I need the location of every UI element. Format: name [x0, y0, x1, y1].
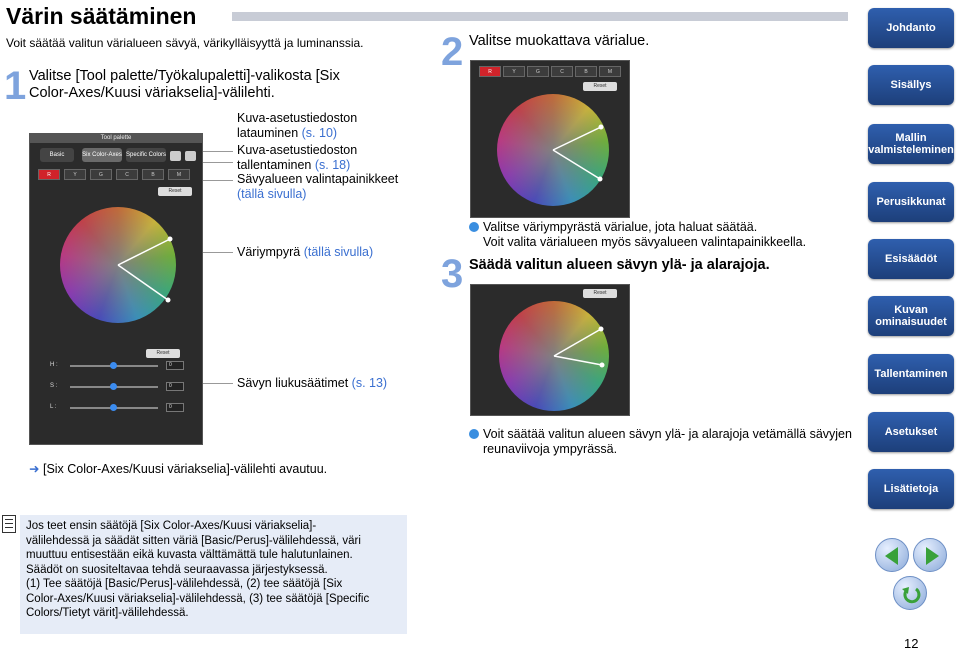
return-arrow-icon [894, 577, 928, 611]
lower-hue-handle[interactable] [166, 298, 171, 303]
leader-wheel [203, 252, 233, 253]
step-3-bullet1: Voit säätää valitun alueen sävyn ylä- ja alarajoja vetämällä sävyjen reunaviivoja ympyrässä. [483, 427, 852, 456]
s3-lower-hue-line[interactable] [554, 356, 602, 365]
s3-hue-boundary-lines[interactable] [499, 301, 609, 411]
page-number: 12 [904, 636, 919, 649]
s2-hue-button-g[interactable]: G [527, 66, 549, 77]
hue-button-b[interactable]: B [142, 169, 164, 180]
nav-asetukset[interactable]: Asetukset [868, 412, 954, 452]
back-button[interactable] [893, 576, 927, 610]
note-line: Jos teet ensin säätöjä [Six Color-Axes/Kuusi väriakselia]- [26, 520, 317, 532]
memo-icon [2, 515, 16, 533]
note-line: muuttuu entisestään eikä kuvasta välttämättä tule halutunlainen. [26, 549, 353, 561]
callout-hue-buttons-text: Sävyalueen valintapainikkeet [237, 172, 399, 186]
s2-hue-button-r[interactable]: R [479, 66, 501, 77]
nav-kuvan-ominaisuudet[interactable]: Kuvan ominaisuudet [868, 296, 954, 336]
nav-tallentaminen[interactable]: Tallentaminen [868, 354, 954, 394]
s2-upper-hue-handle[interactable] [599, 125, 604, 130]
step-2-bullet1: Valitse väriympyrästä värialue, jota haluat säätää. [483, 220, 758, 234]
hue-boundary-lines[interactable] [60, 207, 176, 323]
nav-perusikkunat[interactable]: Perusikkunat [868, 182, 954, 222]
callout-save-ref: (s. 18) [314, 158, 351, 172]
s2-reset-button[interactable]: Reset [583, 82, 617, 91]
step-1-text [29, 68, 340, 102]
callout-sliders-text: Sävyn liukusäätimet [237, 376, 349, 390]
note-line: (1) Tee säätöjä [Basic/Perus]-välilehdessä, (2) tee säätöjä [Six [26, 578, 343, 590]
upper-hue-line[interactable] [118, 239, 170, 265]
s3-lower-hue-handle[interactable] [600, 363, 605, 368]
slider-label-h: H : [50, 362, 58, 368]
leader-save [203, 162, 233, 163]
next-page-button[interactable] [913, 538, 947, 572]
step-2-screenshot [470, 60, 630, 218]
s3-upper-hue-handle[interactable] [599, 327, 604, 332]
callout-load-ref: (s. 10) [301, 126, 338, 140]
note-line: välilehdessä ja säädät sitten väriä [Basic/Perus]-välilehdessä, väri [26, 534, 361, 547]
nav-lisatietoja[interactable]: Lisätietoja [868, 469, 954, 509]
s2-hue-button-y[interactable]: Y [503, 66, 525, 77]
save-file-icon[interactable] [185, 151, 196, 161]
step-3-number: 3 [441, 252, 464, 296]
leader-sliders [203, 383, 233, 384]
step-3-screenshot [470, 284, 630, 416]
nav-sisallys[interactable]: Sisällys [868, 65, 954, 105]
page-title: Värin säätäminen [6, 3, 197, 29]
arrow-left-icon [885, 547, 898, 565]
step-1-text-line2: Color-Axes/Kuusi väriakselia]-välilehti. [29, 85, 275, 101]
s2-hue-button-m[interactable]: M [599, 66, 621, 77]
step-1-result-text: [Six Color-Axes/Kuusi väriakselia]-välilehti avautuu. [42, 462, 328, 476]
nav-johdanto[interactable]: Johdanto [868, 8, 954, 48]
step-2-bullets [483, 220, 806, 250]
tool-palette-screenshot [29, 133, 203, 445]
lower-hue-line[interactable] [118, 265, 168, 300]
leader-load [203, 151, 233, 152]
hue-button-g[interactable]: G [90, 169, 112, 180]
callout-wheel-ref: (tällä sivulla) [303, 245, 374, 259]
hue-button-m[interactable]: M [168, 169, 190, 180]
callout-wheel-text: Väriympyrä [237, 245, 301, 259]
page-subtitle: Voit säätää valitun värialueen sävyä, värikylläisyyttä ja luminanssia. [6, 36, 364, 50]
step-1-result [29, 461, 327, 476]
tab-specific-colors[interactable]: Specific Colors [126, 148, 166, 162]
result-arrow-icon: ➜ [29, 462, 40, 476]
nav-mallin-valmisteleminen[interactable]: Mallin valmisteleminen [868, 124, 954, 164]
note-line: Color-Axes/Kuusi väriakselia]-välilehdessä, (3) tee säätöjä [Specific [26, 592, 370, 605]
callout-wheel [237, 245, 373, 260]
reset-button-sliders[interactable]: Reset [146, 349, 180, 358]
callout-load-text: Kuva-asetustiedoston latauminen [237, 111, 358, 140]
title-bar [232, 12, 848, 21]
leader-hue-buttons [203, 180, 233, 181]
callout-hue-buttons-ref: (tällä sivulla) [237, 187, 307, 201]
s2-upper-hue-line[interactable] [553, 127, 601, 150]
slider-value-l[interactable]: 0 [166, 403, 184, 412]
tab-six-color-axes[interactable]: Six Color-Axes [82, 148, 122, 162]
s3-upper-hue-line[interactable] [554, 329, 601, 356]
upper-hue-handle[interactable] [168, 237, 173, 242]
slider-value-h[interactable]: 0 [166, 361, 184, 370]
s3-reset-button[interactable]: Reset [583, 289, 617, 298]
callout-save-text: Kuva-asetustiedoston tallentaminen [237, 143, 358, 172]
arrow-right-icon [926, 547, 939, 565]
callout-save [237, 143, 387, 173]
slider-label-l: L : [50, 404, 57, 410]
callout-hue-buttons [237, 172, 417, 202]
note-line: Säädöt on suositeltavaa tehdä seuraavassa järjestyksessä. [26, 563, 328, 576]
slider-knob-l[interactable] [110, 404, 117, 411]
slider-value-s[interactable]: 0 [166, 382, 184, 391]
hue-button-y[interactable]: Y [64, 169, 86, 180]
load-file-icon[interactable] [170, 151, 181, 161]
s2-lower-hue-line[interactable] [553, 150, 600, 179]
callout-load [237, 111, 387, 141]
slider-label-s: S : [50, 383, 58, 389]
step-2-text: Valitse muokattava värialue. [469, 33, 650, 49]
callout-sliders-ref: (s. 13) [351, 376, 388, 390]
slider-knob-s[interactable] [110, 383, 117, 390]
step-2-number: 2 [441, 30, 464, 74]
palette-window-title: Tool palette [30, 134, 202, 143]
s2-hue-boundary-lines[interactable] [497, 94, 609, 206]
step-3-text: Säädä valitun alueen sävyn ylä- ja alarajoja. [469, 257, 770, 273]
tab-basic[interactable]: Basic [40, 148, 74, 162]
step-3-bullet-icon [469, 429, 479, 439]
reset-button-top[interactable]: Reset [158, 187, 192, 196]
slider-knob-h[interactable] [110, 362, 117, 369]
s2-hue-button-c[interactable]: C [551, 66, 573, 77]
s2-hue-button-b[interactable]: B [575, 66, 597, 77]
s2-lower-hue-handle[interactable] [598, 177, 603, 182]
nav-esisaadot[interactable]: Esisäädöt [868, 239, 954, 279]
previous-page-button[interactable] [875, 538, 909, 572]
step-1-text-line1: Valitse [Tool palette/Työkalupaletti]-valikosta [Six [29, 68, 340, 84]
note-line: Colors/Tietyt värit]-välilehdessä. [26, 607, 189, 619]
hue-button-r[interactable]: R [38, 169, 60, 180]
step-2-bullet1b: Voit valita värialueen myös sävyalueen valintapainikkeella. [483, 235, 807, 249]
callout-sliders [237, 376, 387, 391]
hue-button-c[interactable]: C [116, 169, 138, 180]
step-2-bullet-icon [469, 222, 479, 232]
note-box [20, 515, 407, 634]
step-1-number: 1 [4, 64, 27, 108]
